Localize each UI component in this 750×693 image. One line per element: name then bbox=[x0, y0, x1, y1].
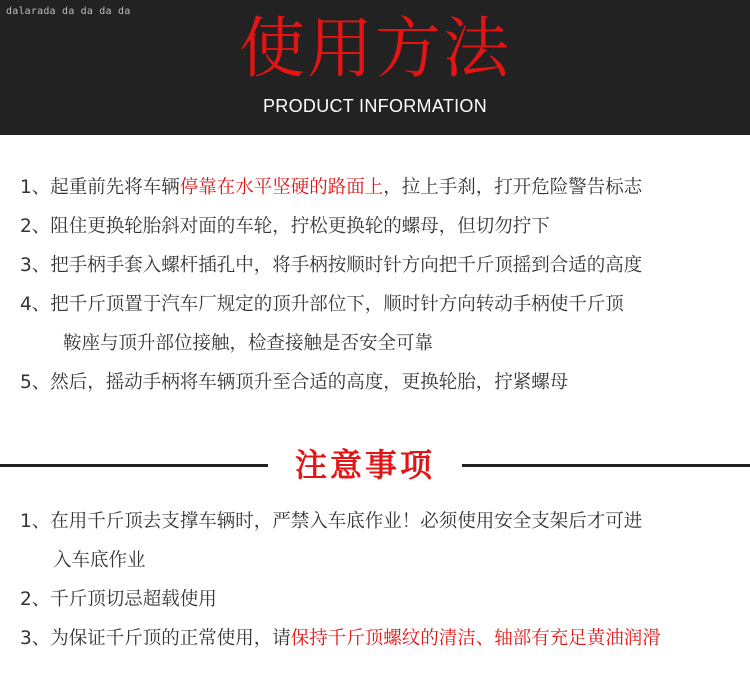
step-item-4-continued: 鞍座与顶升部位接触，检查接触是否安全可靠 bbox=[63, 333, 434, 354]
step-1-text-pre: 1、起重前先将车辆 bbox=[20, 177, 180, 198]
notice-item-2: 2、千斤顶切忌超载使用 bbox=[20, 589, 217, 610]
step-item-2: 2、阻住更换轮胎斜对面的车轮，拧松更换轮的螺母，但切勿拧下 bbox=[20, 216, 550, 237]
step-item-1 bbox=[20, 174, 745, 201]
step-1-text-post: ，拉上手刹，打开危险警告标志 bbox=[383, 177, 643, 198]
notice-section-header bbox=[0, 443, 750, 487]
divider-left bbox=[0, 464, 268, 467]
notice-3-highlight: 保持千斤顶螺纹的清洁、轴部有充足黄油润滑 bbox=[290, 628, 661, 649]
step-1-highlight: 停靠在水平坚硬的路面上 bbox=[179, 177, 384, 198]
step-item-4: 4、把千斤顶置于汽车厂规定的顶升部位下，顺时针方向转动手柄使千斤顶 bbox=[20, 294, 624, 315]
notice-item-1: 1、在用千斤顶去支撑车辆时，严禁入车底作业！必须使用安全支架后才可进 bbox=[20, 511, 643, 532]
notice-title: 注意事项 bbox=[294, 446, 435, 484]
notice-3-text-pre: 3、为保证千斤顶的正常使用，请 bbox=[20, 628, 291, 649]
notice-item-1-continued: 入车底作业 bbox=[53, 550, 146, 571]
notice-item-3 bbox=[20, 625, 750, 652]
usage-steps-list bbox=[20, 174, 745, 408]
divider-right bbox=[462, 464, 750, 467]
notice-list bbox=[20, 508, 750, 664]
header-banner bbox=[0, 0, 750, 135]
step-item-3: 3、把手柄手套入螺杆插孔中，将手柄按顺时针方向把千斤顶摇到合适的高度 bbox=[20, 255, 643, 276]
watermark-text: dalarada da da da da bbox=[6, 6, 131, 17]
page-subtitle: PRODUCT INFORMATION bbox=[262, 96, 488, 116]
page-title: 使用方法 bbox=[239, 10, 511, 87]
step-item-5: 5、然后，摇动手柄将车辆顶升至合适的高度，更换轮胎，拧紧螺母 bbox=[20, 372, 569, 393]
